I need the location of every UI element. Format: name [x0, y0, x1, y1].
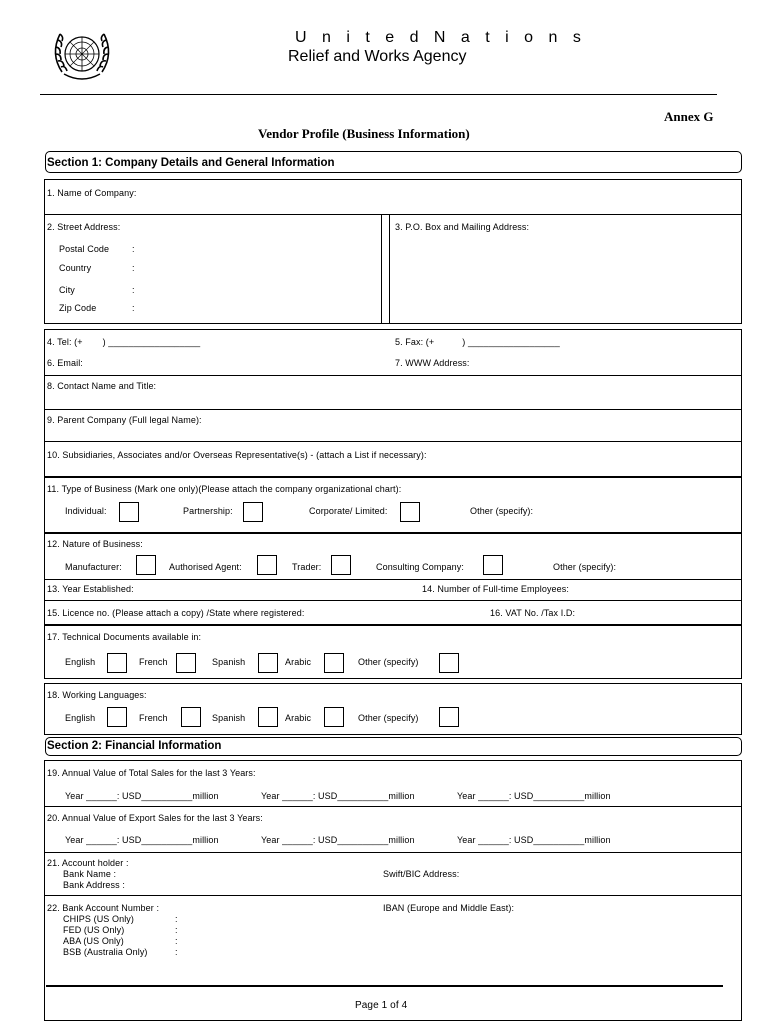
- field-subsidiaries[interactable]: 10. Subsidiaries, Associates and/or Overseas Representative(s) - (attach a List if necessary):: [47, 450, 427, 460]
- page-title: Vendor Profile (Business Information): [258, 126, 470, 141]
- field-country[interactable]: Country: [59, 263, 92, 273]
- label-french: French: [139, 657, 168, 667]
- checkbox-corporate[interactable]: [400, 502, 420, 522]
- colon: :: [175, 914, 178, 924]
- field-postal-code[interactable]: Postal Code: [59, 244, 110, 254]
- year-value-export-1[interactable]: Year ______: USD__________million: [65, 835, 219, 845]
- label-arabic: Arabic: [285, 657, 312, 667]
- divider: [44, 375, 742, 376]
- page-number: Page 1 of 4: [355, 1000, 408, 1011]
- year-value-export-3[interactable]: Year ______: USD__________million: [457, 835, 611, 845]
- un-emblem: [46, 26, 118, 86]
- field-bank-name[interactable]: Bank Name :: [63, 869, 117, 879]
- field-aba[interactable]: ABA (US Only): [63, 936, 124, 946]
- colon: :: [175, 936, 178, 946]
- year-value-total-2[interactable]: Year ______: USD__________million: [261, 791, 415, 801]
- divider: [389, 214, 390, 324]
- checkbox-tech-other[interactable]: [439, 653, 459, 673]
- label-french: French: [139, 713, 168, 723]
- field-po-box[interactable]: 3. P.O. Box and Mailing Address:: [395, 222, 530, 232]
- divider: [44, 441, 742, 442]
- divider: [44, 806, 742, 807]
- field-vat[interactable]: 16. VAT No. /Tax I.D:: [490, 608, 576, 618]
- field-annual-total: 19. Annual Value of Total Sales for the last 3 Years:: [47, 768, 256, 778]
- field-year-established[interactable]: 13. Year Established:: [47, 584, 134, 594]
- field-street-address[interactable]: 2. Street Address:: [47, 222, 121, 232]
- checkbox-authorised-agent[interactable]: [257, 555, 277, 575]
- checkbox-lang-spanish[interactable]: [258, 707, 278, 727]
- field-nature-of-business: 12. Nature of Business:: [47, 539, 143, 549]
- divider: [44, 579, 742, 580]
- label-arabic: Arabic: [285, 713, 312, 723]
- divider: [44, 600, 742, 601]
- label-english: English: [65, 657, 96, 667]
- section1-heading: Section 1: Company Details and General Information: [47, 157, 335, 169]
- tel-suffix: ) __________________: [102, 337, 201, 347]
- checkbox-individual[interactable]: [119, 502, 139, 522]
- label-other-nature[interactable]: Other (specify):: [553, 562, 617, 572]
- divider: [381, 214, 382, 324]
- label-spanish: Spanish: [212, 657, 246, 667]
- checkbox-tech-english[interactable]: [107, 653, 127, 673]
- label-spanish: Spanish: [212, 713, 246, 723]
- company-details-frame: [44, 179, 742, 324]
- header-rule: [40, 94, 717, 95]
- field-chips[interactable]: CHIPS (US Only): [63, 914, 135, 924]
- field-bsb[interactable]: BSB (Australia Only): [63, 947, 148, 957]
- checkbox-consulting[interactable]: [483, 555, 503, 575]
- year-value-export-2[interactable]: Year ______: USD__________million: [261, 835, 415, 845]
- field-annual-export: 20. Annual Value of Export Sales for the last 3 Years:: [47, 813, 263, 823]
- checkbox-manufacturer[interactable]: [136, 555, 156, 575]
- colon: :: [132, 244, 135, 254]
- label-other: Other (specify): [358, 657, 419, 667]
- label-corporate: Corporate/ Limited:: [309, 506, 388, 516]
- field-contact[interactable]: 8. Contact Name and Title:: [47, 381, 157, 391]
- field-swift[interactable]: Swift/BIC Address:: [383, 869, 460, 879]
- working-languages-frame: [44, 683, 742, 735]
- label-other-business[interactable]: Other (specify):: [470, 506, 534, 516]
- field-name-of-company[interactable]: 1. Name of Company:: [47, 188, 137, 198]
- field-fax[interactable]: [395, 337, 560, 348]
- annex-label: Annex G: [664, 109, 714, 124]
- label-consulting: Consulting Company:: [376, 562, 464, 572]
- label-manufacturer: Manufacturer:: [65, 562, 122, 572]
- field-working-languages: 18. Working Languages:: [47, 690, 147, 700]
- field-city[interactable]: City: [59, 285, 75, 295]
- divider: [44, 895, 742, 896]
- field-www[interactable]: 7. WWW Address:: [395, 358, 470, 368]
- field-type-of-business: 11. Type of Business (Mark one only)(Please attach the company organizational chart):: [47, 484, 402, 494]
- checkbox-lang-french[interactable]: [181, 707, 201, 727]
- field-fed[interactable]: FED (US Only): [63, 925, 125, 935]
- divider: [44, 409, 742, 410]
- field-employees[interactable]: 14. Number of Full-time Employees:: [422, 584, 569, 594]
- label-individual: Individual:: [65, 506, 107, 516]
- field-licence[interactable]: 15. Licence no. (Please attach a copy) /State where registered:: [47, 608, 305, 618]
- checkbox-lang-other[interactable]: [439, 707, 459, 727]
- divider: [44, 852, 742, 853]
- field-email[interactable]: 6. Email:: [47, 358, 83, 368]
- year-value-total-1[interactable]: Year ______: USD__________million: [65, 791, 219, 801]
- org-name: U n i t e d N a t i o n s: [295, 29, 587, 46]
- colon: :: [175, 947, 178, 957]
- field-iban[interactable]: IBAN (Europe and Middle East):: [383, 903, 515, 913]
- checkbox-tech-arabic[interactable]: [324, 653, 344, 673]
- colon: :: [132, 303, 135, 313]
- fax-prefix: 5. Fax: (+: [395, 337, 435, 347]
- field-zip-code[interactable]: Zip Code: [59, 303, 97, 313]
- label-trader: Trader:: [292, 562, 322, 572]
- fax-suffix: ) __________________: [462, 337, 560, 347]
- checkbox-tech-french[interactable]: [176, 653, 196, 673]
- section2-heading: Section 2: Financial Information: [47, 740, 222, 752]
- colon: :: [132, 263, 135, 273]
- label-other: Other (specify): [358, 713, 419, 723]
- checkbox-lang-english[interactable]: [107, 707, 127, 727]
- checkbox-tech-spanish[interactable]: [258, 653, 278, 673]
- tel-prefix: 4. Tel: (+: [47, 337, 83, 347]
- field-bank-account[interactable]: 22. Bank Account Number :: [47, 903, 160, 913]
- colon: :: [132, 285, 135, 295]
- checkbox-lang-arabic[interactable]: [324, 707, 344, 727]
- field-bank-address[interactable]: Bank Address :: [63, 880, 125, 890]
- year-value-total-3[interactable]: Year ______: USD__________million: [457, 791, 611, 801]
- field-tel[interactable]: [47, 337, 200, 348]
- label-authorised-agent: Authorised Agent:: [169, 562, 242, 572]
- footer-rule: [46, 985, 723, 987]
- org-subtitle: Relief and Works Agency: [288, 48, 467, 65]
- field-account-holder[interactable]: 21. Account holder :: [47, 858, 129, 868]
- colon: :: [175, 925, 178, 935]
- label-english: English: [65, 713, 96, 723]
- field-parent-company[interactable]: 9. Parent Company (Full legal Name):: [47, 415, 202, 425]
- checkbox-trader[interactable]: [331, 555, 351, 575]
- field-tech-docs: 17. Technical Documents available in:: [47, 632, 202, 642]
- checkbox-partnership[interactable]: [243, 502, 263, 522]
- label-partnership: Partnership:: [183, 506, 233, 516]
- divider: [44, 214, 742, 215]
